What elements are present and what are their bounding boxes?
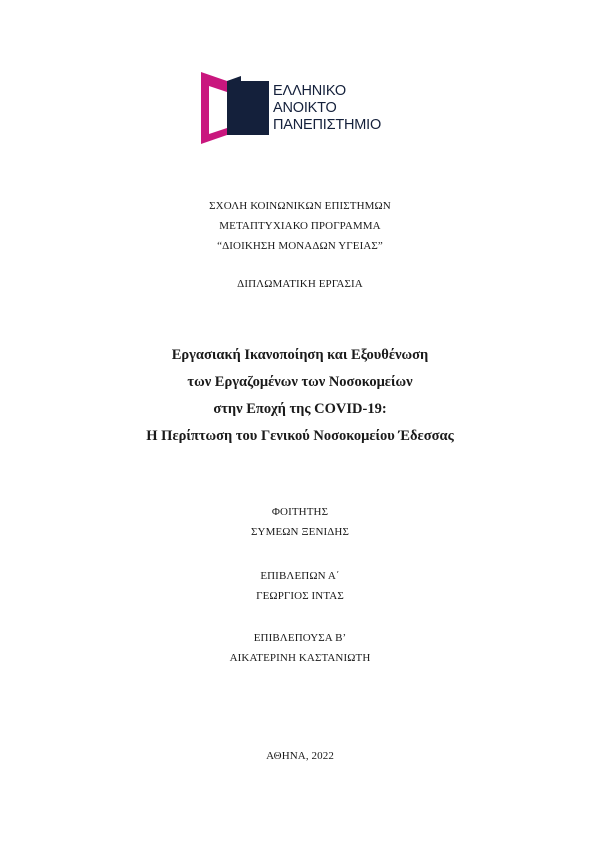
supervisor-b-role: ΕΠΙΒΛΕΠΟΥΣΑ Β’: [253, 632, 347, 644]
school-name: ΣΧΟΛΗ ΚΟΙΝΩΝΙΚΩΝ ΕΠΙΣΤΗΜΩΝ: [209, 200, 391, 212]
student-block: [0, 502, 600, 542]
university-logo-mark-icon: [201, 72, 269, 144]
title-line-2: των Εργαζομένων των Νοσοκομείων: [187, 374, 413, 390]
logo-line-1: ΕΛΛΗΝΙΚΟ: [273, 83, 346, 99]
school-info: [0, 196, 600, 256]
logo-line-3: ΠΑΝΕΠΙΣΤΗΜΙΟ: [273, 117, 382, 133]
supervisor-b-name: ΑΙΚΑΤΕΡΙΝΗ ΚΑΣΤΑΝΙΩΤΗ: [229, 652, 371, 664]
program-label: ΜΕΤΑΠΤΥΧΙΑΚΟ ΠΡΟΓΡΑΜΜΑ: [219, 220, 381, 232]
supervisor-a-role: ΕΠΙΒΛΕΠΩΝ Α΄: [260, 570, 340, 582]
thesis-type: ΔΙΠΛΩΜΑΤΙΚΗ ΕΡΓΑΣΙΑ: [237, 278, 363, 290]
supervisor-a-name: ΓΕΩΡΓΙΟΣ ΙΝΤΑΣ: [256, 590, 344, 602]
title-line-4: Η Περίπτωση του Γενικού Νοσοκομείου Έδεσσας: [146, 428, 454, 444]
student-role: ΦΟΙΤΗΤΗΣ: [271, 506, 329, 518]
thesis-title: [0, 342, 600, 450]
title-line-3: στην Εποχή της COVID-19:: [213, 401, 387, 417]
place-date: ΑΘΗΝΑ, 2022: [266, 750, 334, 762]
university-logo: [201, 72, 386, 144]
student-name: ΣΥΜΕΩΝ ΞΕΝΙΔΗΣ: [251, 526, 349, 538]
supervisor-a-block: [0, 566, 600, 606]
university-logo-text: [273, 83, 381, 134]
program-name: “ΔΙΟΙΚΗΣΗ ΜΟΝΑΔΩΝ ΥΓΕΙΑΣ”: [217, 240, 383, 252]
supervisor-b-block: [0, 628, 600, 668]
logo-line-2: ΑΝΟΙΚΤΟ: [273, 100, 337, 116]
title-line-1: Εργασιακή Ικανοποίηση και Εξουθένωση: [171, 347, 429, 363]
